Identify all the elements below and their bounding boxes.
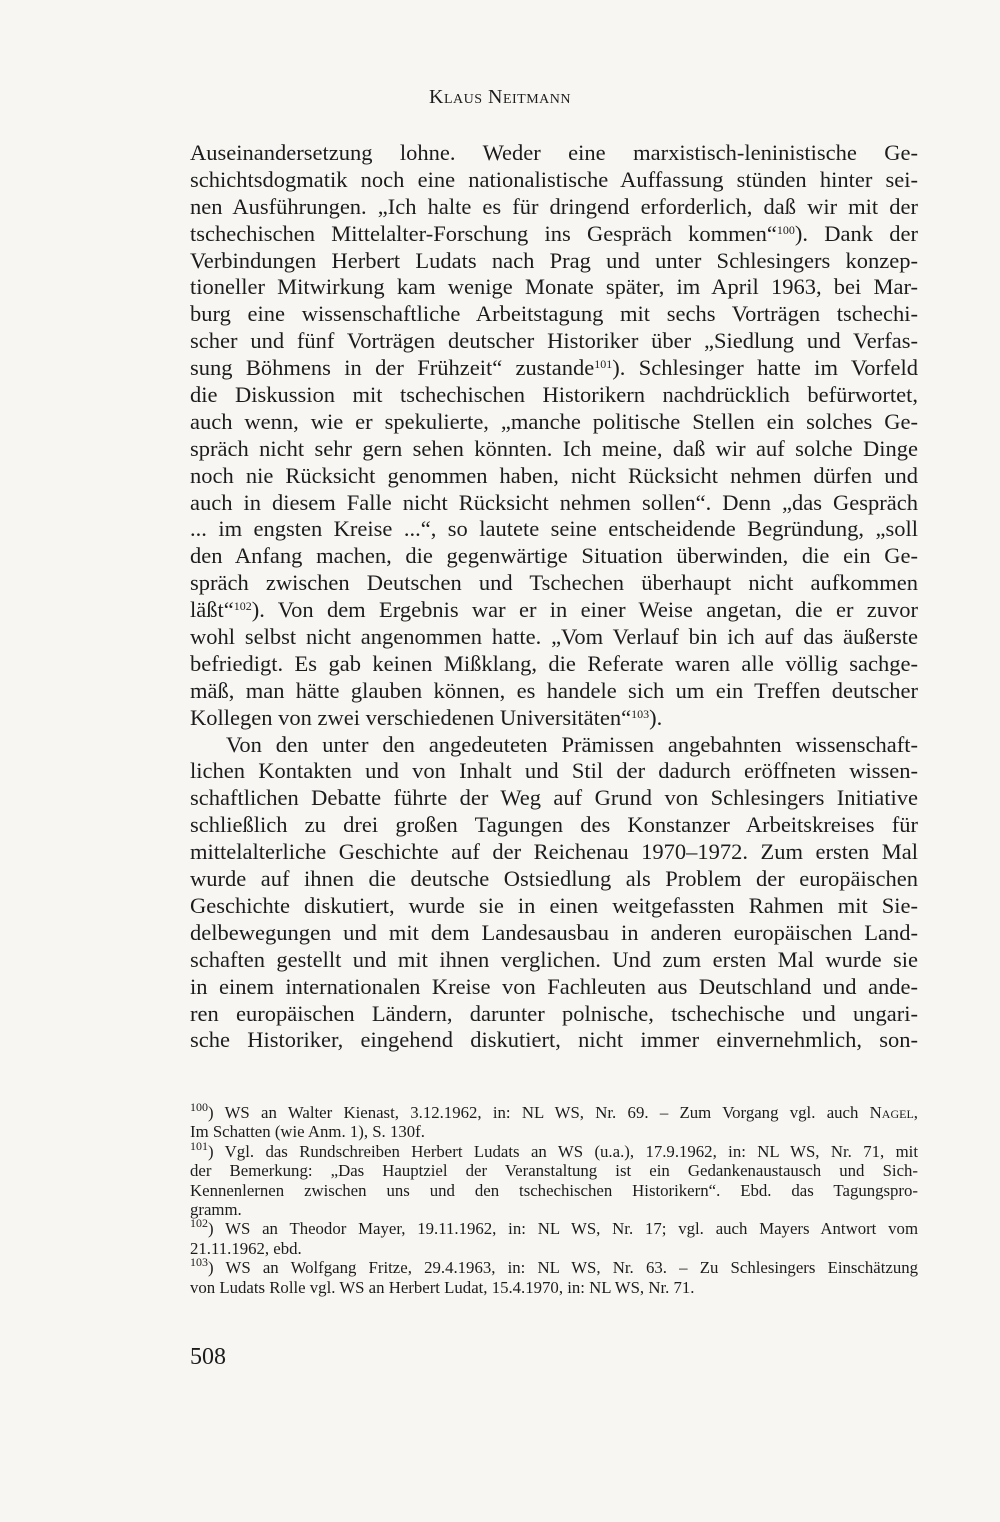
body-line: die Diskussion mit tschechischen Historikern nachdrücklich befürwortet, xyxy=(190,382,918,408)
footnote-ref[interactable]: 100 xyxy=(776,222,795,237)
footnote-line: der Bemerkung: „Das Hauptziel der Veranstaltung ist ein Gedankenaustausch und Sich- xyxy=(190,1161,918,1181)
body-line: in einem internationalen Kreise von Fachleuten aus Deutschland und ande- xyxy=(190,973,918,999)
footnote-ref[interactable]: 103 xyxy=(631,706,650,721)
footnote-number: 103 xyxy=(190,1255,208,1270)
body-line: auch wenn, wie er spekulierte, „manche politische Stellen ein solches Ge- xyxy=(190,408,918,434)
running-head: Klaus Neitmann xyxy=(429,86,571,108)
body-line: tioneller Mitwirkung kam wenige Monate später, im April 1963, bei Mar- xyxy=(190,274,918,300)
body-line: schließlich zu drei großen Tagungen des Konstanzer Arbeitskreises für xyxy=(190,812,918,838)
body-line: mittelalterliche Geschichte auf der Reichenau 1970–1972. Zum ersten Mal xyxy=(190,839,918,865)
footnote-line: 21.11.1962, ebd. xyxy=(190,1238,302,1258)
body-line: sche Historiker, eingehend diskutiert, nicht immer einvernehmlich, son- xyxy=(190,1027,918,1053)
body-line: mäß, man hätte glauben können, es handele sich um ein Treffen deutscher xyxy=(190,677,918,703)
body-line: schaften gestellt und mit ihnen verglichen. Und zum ersten Mal wurde sie xyxy=(190,946,918,972)
footnote-line: Kennenlernen zwischen uns und den tschechischen Historikern“. Ebd. das Tagungspro- xyxy=(190,1180,918,1200)
footnote-101: $^{101}$) Vgl. das Rundschreiben Herbert Ludats an WS (u.a.), 17.9.1962, in: NL WS, Nr. 71, mit xyxy=(190,1138,918,1161)
body-line: burg eine wissenschaftliche Arbeitstagung mit sechs Vorträgen tschechi- xyxy=(190,301,918,327)
body-line: lichen Kontakten und von Inhalt und Stil der dadurch eröffneten wissen- xyxy=(190,758,918,784)
footnote-102: $^{102}$) WS an Theodor Mayer, 19.11.1962, in: NL WS, Nr. 17; vgl. auch Mayers Antwort vom xyxy=(190,1216,918,1239)
body-line: Verbindungen Herbert Ludats nach Prag und unter Schlesingers konzep- xyxy=(190,247,918,273)
body-line: scher und fünf Vorträgen deutscher Historiker über „Siedlung und Verfas- xyxy=(190,328,918,354)
body-line: noch nie Rücksicht genommen haben, nicht Rücksicht nehmen dürfen und xyxy=(190,462,918,488)
footnotes xyxy=(190,1100,918,1297)
body-line: auch in diesem Falle nicht Rücksicht nehmen sollen“. Denn „das Gespräch xyxy=(190,489,918,515)
footnote-100: $^{100}$) WS an Walter Kienast, 3.12.1962, in: NL WS, Nr. 69. – Zum Vorgang vgl. auch Nagel, xyxy=(190,1100,918,1122)
body-line: wurde auf ihnen die deutsche Ostsiedlung als Problem der europäischen xyxy=(190,866,918,892)
footnote-103: $^{103}$) WS an Wolfgang Fritze, 29.4.1963, in: NL WS, Nr. 63. – Zu Schlesingers Einschätzung xyxy=(190,1255,918,1278)
body-text xyxy=(190,140,918,1054)
footnote-ref[interactable]: 101 xyxy=(594,357,613,372)
body-line: ... im engsten Kreise ...“, so lautete seine entscheidende Begründung, „soll xyxy=(190,516,918,542)
footnote-ref[interactable]: 102 xyxy=(233,599,252,614)
body-line: wohl selbst nicht angenommen hatte. „Vom Verlauf bin ich auf das äußerste xyxy=(190,624,918,650)
body-line: schichtsdogmatik noch eine nationalistische Auffassung stünden hinter sei- xyxy=(190,166,918,192)
body-line: Kollegen von zwei verschiedenen Universitäten“$^{103}$). xyxy=(190,704,663,730)
body-line: spräch zwischen Deutschen und Tschechen überhaupt nicht aufkommen xyxy=(190,570,918,596)
body-line: Auseinandersetzung lohne. Weder eine marxistisch-leninistische Ge- xyxy=(190,140,918,165)
footnote-line: gramm. xyxy=(190,1199,242,1219)
footnote-number: 102 xyxy=(190,1216,208,1231)
body-line: ren europäischen Ländern, darunter polnische, tschechische und ungari- xyxy=(190,1000,918,1026)
body-line: nen Ausführungen. „Ich halte es für dringend erforderlich, daß wir mit der xyxy=(190,193,918,219)
body-line: tschechischen Mittelalter-Forschung ins Gespräch kommen“$^{100}$). Dank der xyxy=(190,220,918,246)
body-line: Von den unter den angedeuteten Prämissen angebahnten wissenschaft- xyxy=(226,731,918,757)
footnote-line: Im Schatten (wie Anm. 1), S. 130f. xyxy=(190,1122,425,1142)
footnote-line: von Ludats Rolle vgl. WS an Herbert Ludat, 15.4.1970, in: NL WS, Nr. 71. xyxy=(190,1277,695,1297)
footnote-number: 101 xyxy=(190,1138,208,1153)
body-line: schaftlichen Debatte führte der Weg auf Grund von Schlesingers Initiative xyxy=(190,785,918,811)
page-number: 508 xyxy=(190,1344,226,1370)
body-line: befriedigt. Es gab keinen Mißklang, die Referate waren alle völlig sachge- xyxy=(190,650,918,676)
body-line: den Anfang machen, die gegenwärtige Situation überwinden, die ein Ge- xyxy=(190,543,918,569)
body-line: Geschichte diskutiert, wurde sie in einen weitgefassten Rahmen mit Sie- xyxy=(190,892,918,918)
body-line: spräch nicht sehr gern sehen könnten. Ich meine, daß wir auf solche Dinge xyxy=(190,435,918,461)
author-name: Nagel xyxy=(869,1103,914,1122)
body-line: delbewegungen und mit dem Landesausbau in anderen europäischen Land- xyxy=(190,919,918,945)
footnote-number: 100 xyxy=(190,1100,208,1114)
body-line: sung Böhmens in der Frühzeit“ zustande$^{101}$). Schlesinger hatte im Vorfeld xyxy=(190,355,918,381)
body-line: läßt“$^{102}$). Von dem Ergebnis war er in einer Weise angetan, die er zuvor xyxy=(190,597,918,623)
